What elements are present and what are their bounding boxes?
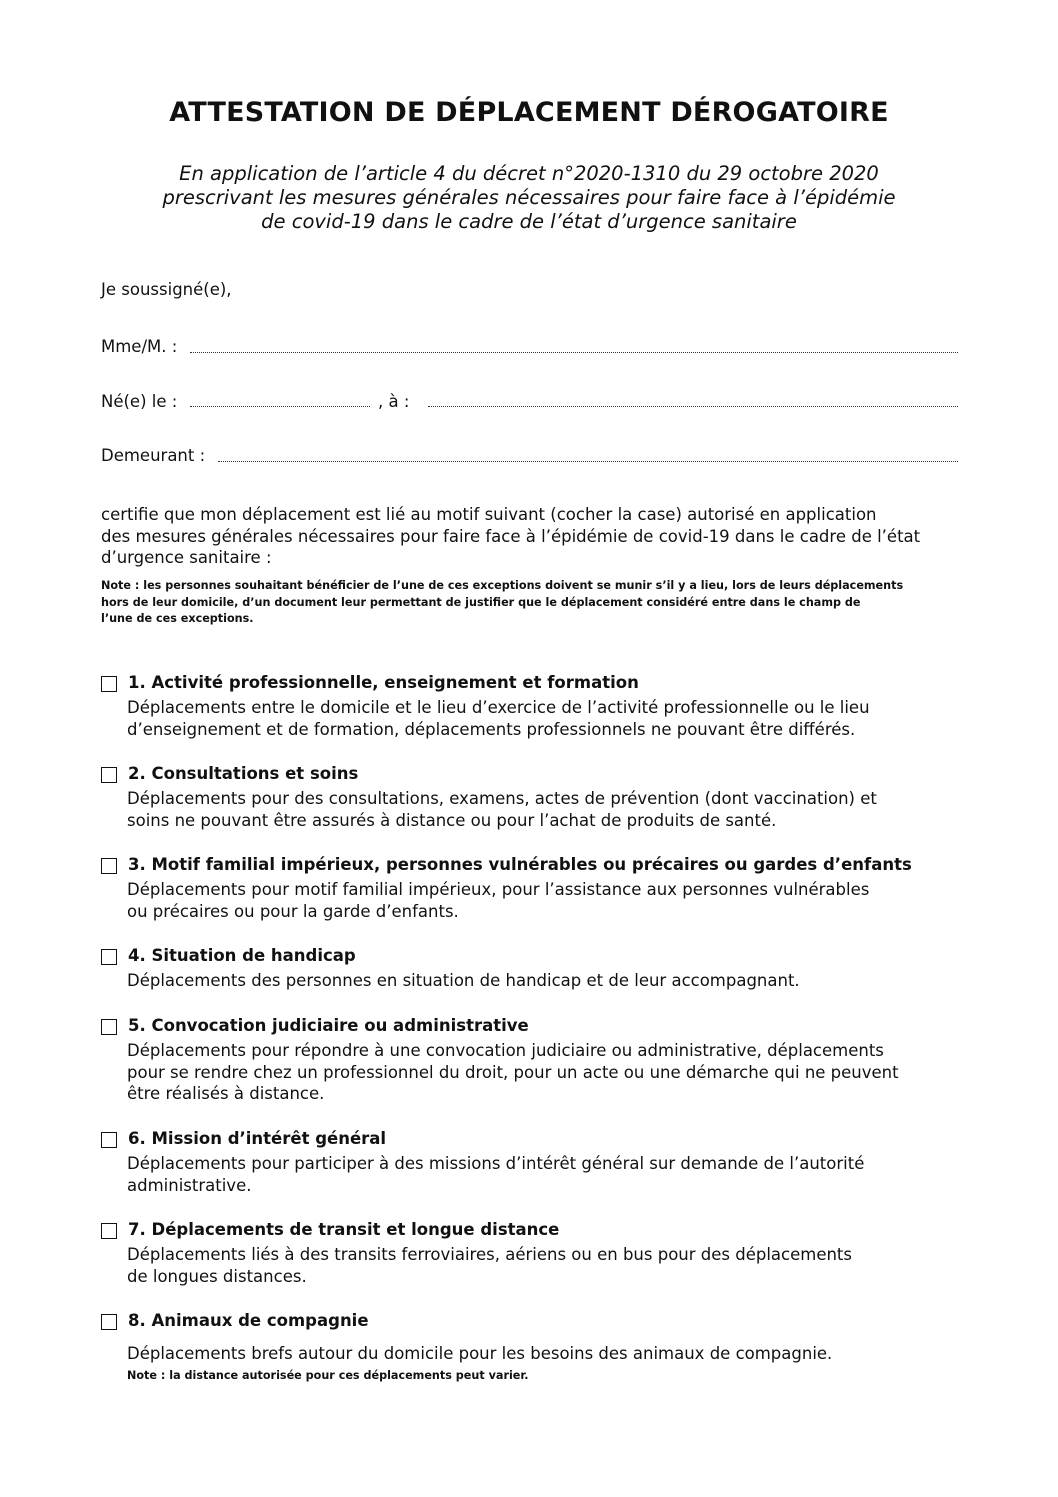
motif-title: 1. Activité professionnelle, enseignement et formation <box>128 673 639 692</box>
motif-1-checkbox[interactable] <box>101 676 117 692</box>
motif-desc-line: de longues distances. <box>127 1266 307 1286</box>
legal-reference <box>80 162 978 234</box>
motif-description <box>127 697 870 740</box>
name-label: Mme/M. : <box>101 337 178 356</box>
certify-line: d’urgence sanitaire : <box>101 548 272 567</box>
motif-desc-line: d’enseignement et de formation, déplacements professionnels ne pouvant être différés. <box>127 719 856 739</box>
motif-7-checkbox[interactable] <box>101 1223 117 1239</box>
motif-desc-line: pour se rendre chez un professionnel du droit, pour un acte ou une démarche qui ne peuvent <box>127 1062 899 1082</box>
motif-description <box>127 1343 832 1365</box>
exceptions-note <box>101 578 981 628</box>
motif-description <box>127 1244 852 1287</box>
motif-description <box>127 1153 864 1196</box>
subtitle-line: de covid-19 dans le cadre de l’état d’urgence sanitaire <box>261 210 797 233</box>
motif-title: 6. Mission d’intérêt général <box>128 1129 387 1148</box>
motif-title: 8. Animaux de compagnie <box>128 1311 369 1330</box>
motif-title: 3. Motif familial impérieux, personnes vulnérables ou précaires ou gardes d’enfants <box>128 855 912 874</box>
motif-6-checkbox[interactable] <box>101 1132 117 1148</box>
motif-title: 5. Convocation judiciaire ou administrative <box>128 1016 529 1035</box>
motif-2-checkbox[interactable] <box>101 767 117 783</box>
motif-8-checkbox[interactable] <box>101 1314 117 1330</box>
motif-desc-line: être réalisés à distance. <box>127 1084 325 1103</box>
document-title: ATTESTATION DE DÉPLACEMENT DÉROGATOIRE <box>169 97 889 128</box>
motif-note: Note : la distance autorisée pour ces déplacements peut varier. <box>127 1369 529 1382</box>
subtitle-line: prescrivant les mesures générales nécessaires pour faire face à l’épidémie <box>162 186 896 209</box>
motif-5-checkbox[interactable] <box>101 1019 117 1035</box>
address-field[interactable] <box>218 461 958 462</box>
motif-desc-line: Déplacements des personnes en situation de handicap et de leur accompagnant. <box>127 971 800 990</box>
subtitle-line: En application de l’article 4 du décret n°2020-1310 du 29 octobre 2020 <box>179 162 879 185</box>
motif-title: 2. Consultations et soins <box>128 764 359 783</box>
motif-title: 7. Déplacements de transit et longue distance <box>128 1220 560 1239</box>
birth-place-field[interactable] <box>428 406 958 407</box>
motif-desc-line: Déplacements liés à des transits ferroviaires, aériens ou en bus pour des déplacements <box>127 1245 853 1264</box>
motif-description <box>127 1040 899 1105</box>
note-line: l’une de ces exceptions. <box>101 612 254 625</box>
certification-statement <box>101 504 961 569</box>
certify-line: des mesures générales nécessaires pour faire face à l’épidémie de covid-19 dans le cadre de l’état <box>101 526 921 546</box>
name-field[interactable] <box>190 352 958 353</box>
motif-desc-line: administrative. <box>127 1175 252 1195</box>
address-label: Demeurant : <box>101 446 206 465</box>
motif-description <box>127 879 869 922</box>
motif-desc-line: Déplacements brefs autour du domicile pour les besoins des animaux de compagnie. <box>127 1344 833 1363</box>
motif-4-checkbox[interactable] <box>101 949 117 965</box>
motif-desc-line: ou précaires ou pour la garde d’enfants. <box>127 901 459 921</box>
note-line: hors de leur domicile, d’un document leur permettant de justifier que le déplacement considéré entre dans le champ de <box>101 595 861 609</box>
motif-desc-line: Déplacements entre le domicile et le lieu d’exercice de l’activité professionnelle ou le lieu <box>127 698 870 717</box>
motif-desc-line: soins ne pouvant être assurés à distance ou pour l’achat de produits de santé. <box>127 810 777 830</box>
motif-description <box>127 788 877 831</box>
birth-date-field[interactable] <box>190 406 370 407</box>
motif-3-checkbox[interactable] <box>101 858 117 874</box>
note-line: Note : les personnes souhaitant bénéficier de l’une de ces exceptions doivent se munir s’il y a lieu, lors de leurs déplacements <box>101 579 904 592</box>
motif-desc-line: Déplacements pour participer à des missions d’intérêt général sur demande de l’autorité <box>127 1154 865 1173</box>
birth-date-label: Né(e) le : <box>101 392 178 411</box>
motif-desc-line: Déplacements pour répondre à une convocation judiciaire ou administrative, déplacements <box>127 1041 884 1060</box>
motif-desc-line: Déplacements pour motif familial impérieux, pour l’assistance aux personnes vulnérables <box>127 880 870 899</box>
motif-description <box>127 970 800 992</box>
motif-title: 4. Situation de handicap <box>128 946 356 965</box>
birth-place-label: , à : <box>378 392 410 411</box>
certify-line: certifie que mon déplacement est lié au motif suivant (cocher la case) autorisé en application <box>101 505 877 524</box>
motif-desc-line: Déplacements pour des consultations, examens, actes de prévention (dont vaccination) et <box>127 789 877 808</box>
intro-label: Je soussigné(e), <box>101 280 232 299</box>
